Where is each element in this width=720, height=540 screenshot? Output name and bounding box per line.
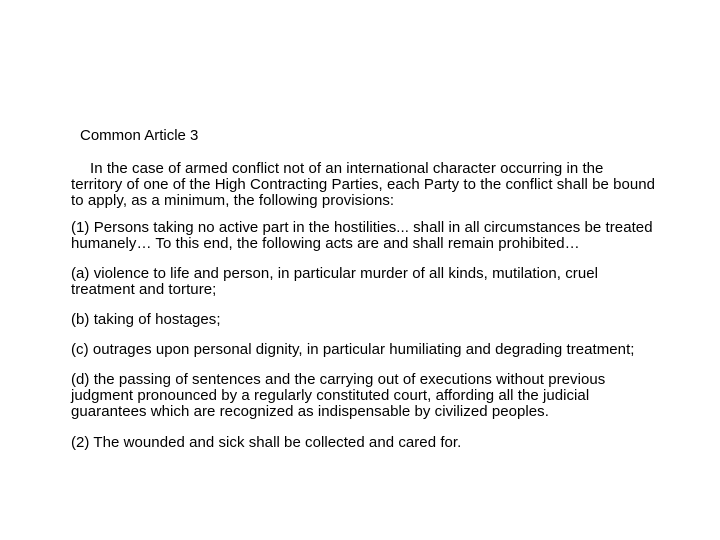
document-title: Common Article 3 xyxy=(80,127,199,144)
document-body xyxy=(71,161,656,451)
provision-c-paragraph: (c) outrages upon personal dignity, in particular humiliating and degrading treatment; xyxy=(71,341,635,358)
provision-2-paragraph: (2) The wounded and sick shall be collected and cared for. xyxy=(71,434,462,451)
provision-d-paragraph: (d) the passing of sentences and the carrying out of executions without previous judgment pronounced by a regularly constituted court, affording all the judicial guarantees which are recognized as indispensable by civilized peoples. xyxy=(71,371,606,420)
intro-paragraph: In the case of armed conflict not of an international character occurring in the territory of one of the High Contracting Parties, each Party to the conflict shall be bound to apply, as a minimum, the following provisions: xyxy=(71,160,656,209)
provision-b-paragraph: (b) taking of hostages; xyxy=(71,311,221,328)
provision-1-paragraph: (1) Persons taking no active part in the hostilities... shall in all circumstances be treated humanely… To this end, the following acts are and shall remain prohibited… xyxy=(71,219,653,252)
provision-a-paragraph: (a) violence to life and person, in particular murder of all kinds, mutilation, cruel treatment and torture; xyxy=(71,265,598,298)
